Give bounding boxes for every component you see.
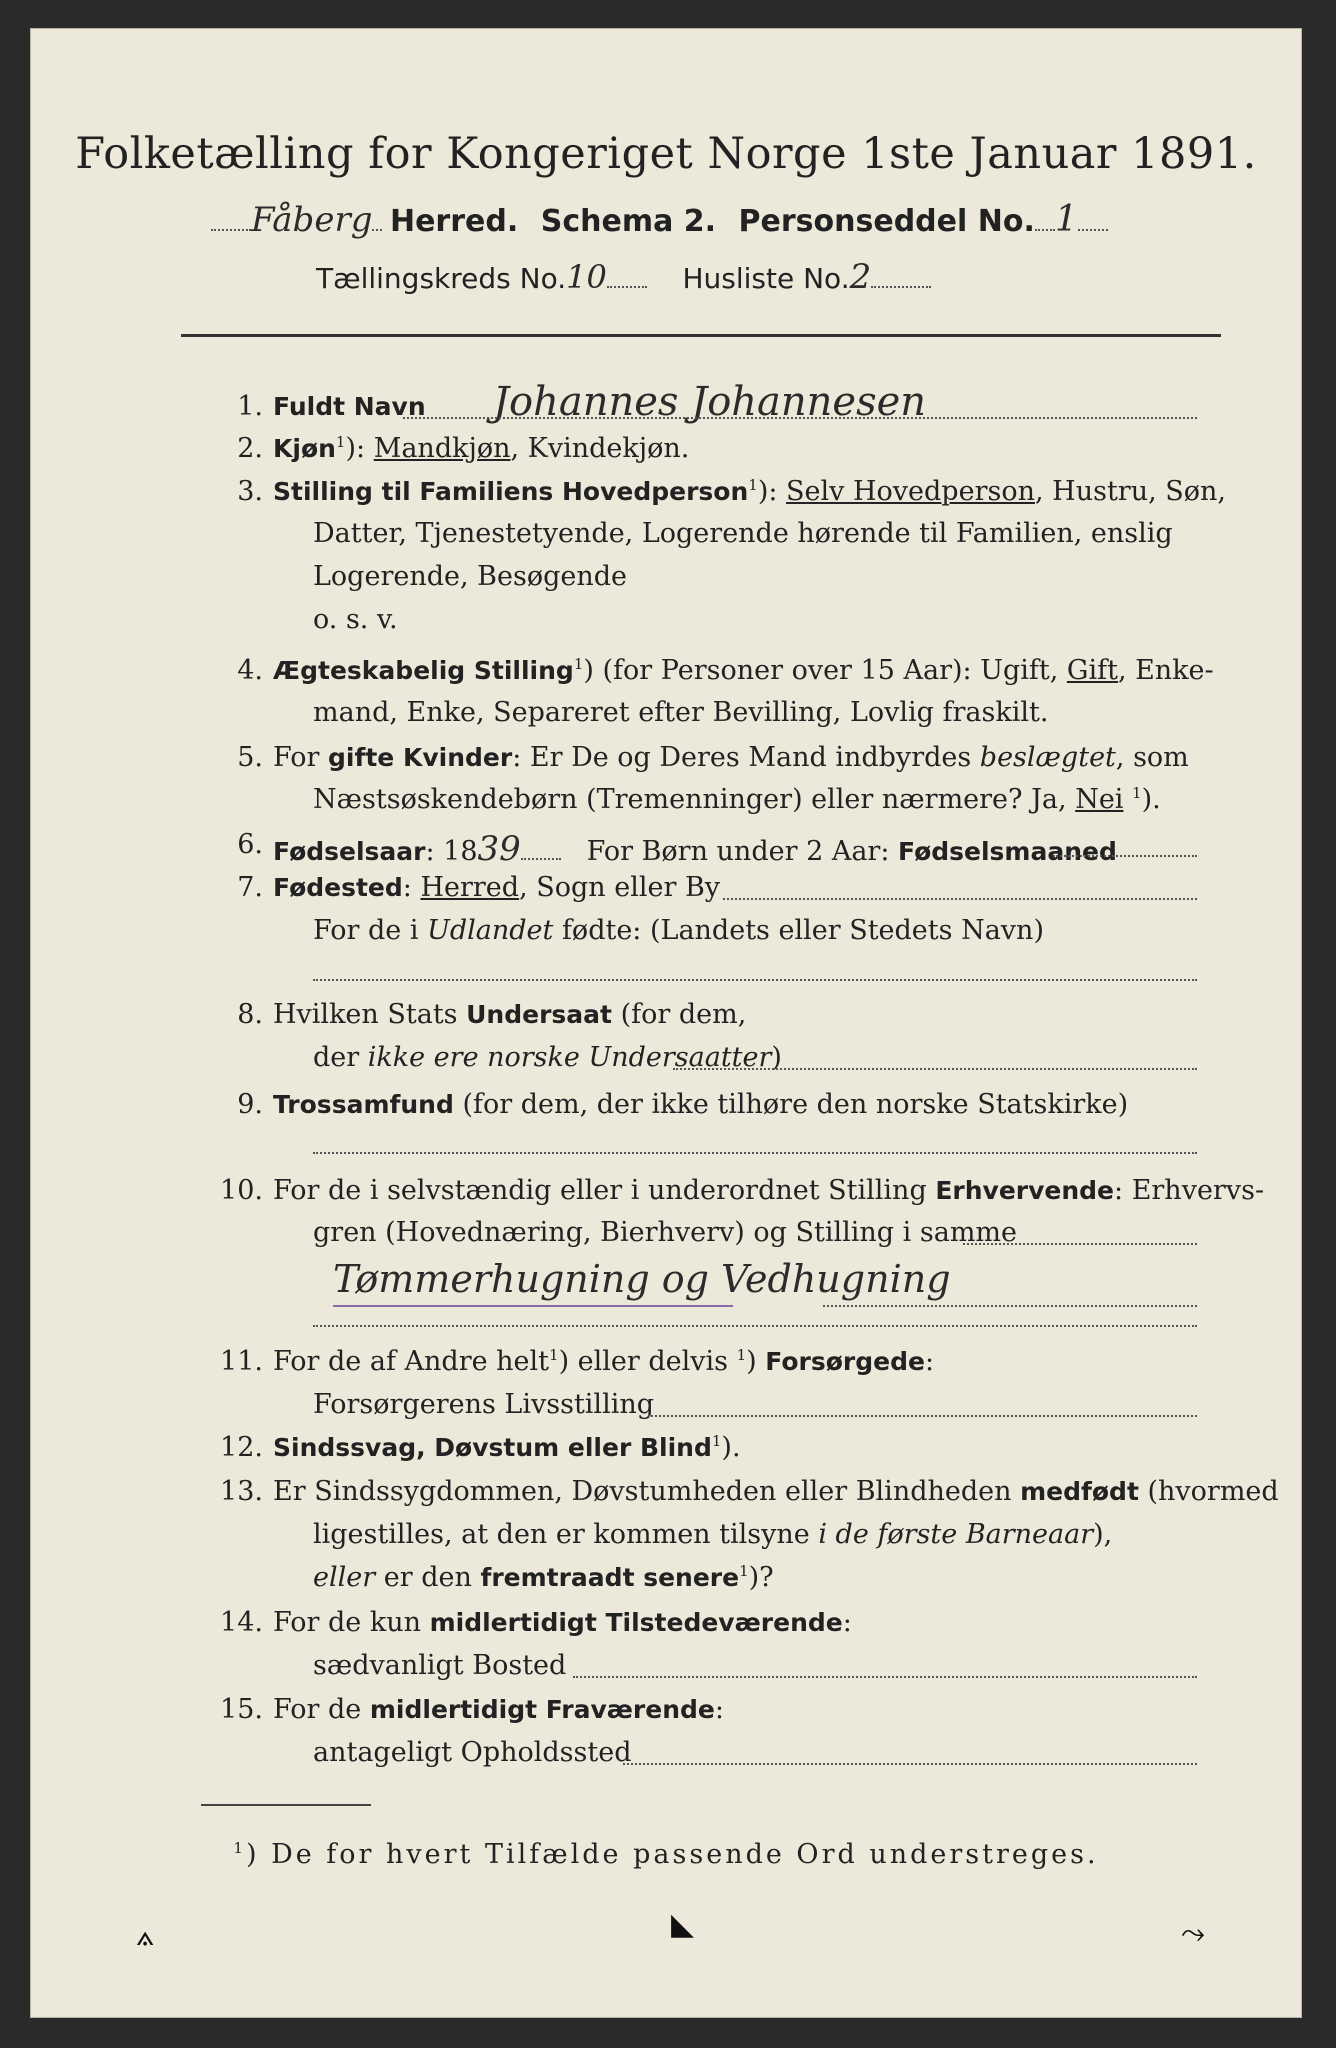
herred-value: Fåberg	[251, 200, 373, 240]
schema-label: Schema 2.	[540, 204, 717, 239]
personseddel-label: Personseddel No.	[738, 204, 1035, 239]
registration-mark-center: ◣	[671, 1908, 695, 1941]
form-title: Folketælling for Kongeriget Norge 1ste Januar 1891.	[75, 129, 1257, 179]
item-label: medfødt	[1020, 1477, 1139, 1506]
selected-option: Selv Hovedperson	[786, 476, 1035, 507]
item-label: Trossamfund	[273, 1090, 454, 1119]
kreds-label: Tællingskreds No.	[316, 262, 567, 295]
item-number: 1.	[237, 391, 263, 422]
selected-option: Mandkjøn	[373, 433, 511, 464]
item-label: Erhvervende	[935, 1176, 1115, 1205]
selected-option: Herred	[420, 872, 520, 903]
item-label: Stilling til Familiens Hovedperson	[273, 477, 749, 506]
kreds-value: 10	[566, 258, 607, 296]
husliste-label: Husliste No.	[682, 262, 850, 295]
personseddel-value: 1	[1054, 199, 1078, 240]
occupation-value: Tømmerhugning og Vedhugning	[333, 1257, 951, 1301]
item-label: midlertidigt Tilstedeværende	[429, 1608, 843, 1637]
birth-year-value: 39	[477, 829, 521, 869]
husliste-value: 2	[849, 257, 872, 297]
herred-label: Herred.	[389, 204, 519, 239]
item-label: Fuldt Navn	[273, 392, 426, 421]
item-label: Fødselsaar	[273, 837, 426, 866]
item-label: Undersaat	[466, 1000, 612, 1029]
footnote: $^1$) De for hvert Tilfælde passende Ord understreges.	[233, 1839, 1099, 1870]
census-form-sheet: Folketælling for Kongeriget Norge 1ste Januar 1891. Fåberg Herred. Schema 2. Personseddel No. 1 Tællingskreds No.10 Husliste No.2 1. Fuldt Navn Johannes Johannesen 2. Kjøn$^1$): Mandkjøn, Kvindekjøn. 3. Stilling til Familiens Hovedperson$^1$): Selv Hovedperson, Hustru, Søn, Datter, Tjenestetyende, Logerende hørende til Familien, enslig Logerende, Besøgende o. s. v. 4. Ægteskabelig Stilling$^1$) (for Personer over 15 Aar): Ugift, Gift, Enke- mand, Enke, Separeret efter Bevilling, Lovlig fraskilt. 5. For gifte Kvinder: Er De og Deres Mand indbyrdes beslægtet, som Næstsøskendebørn (Tremenninger) eller nærmere? Ja, Nei $^1$). 6. Fødselsaar: 1839 For Børn under 2 Aar: Fødselsmaaned 7. Fødested: Herred, Sogn eller By For de i Udlandet fødte: (Landets eller Stedets Navn) 8. Hvilken Stats Undersaat (for dem, der ikke ere norske Undersaatter) 9. Trossamfund (for dem, der ikke tilhøre den norske Statskirke) 10. For de i selvstændig eller i underordnet Stilling Erhvervende: Erhvervs- gren (Hovednæring, Bierhverv) og Stilling i samme Tømmerhugning og Vedhugning 11. For de af Andre helt$^1$) eller delvis $^1$) Forsørgede: Forsørgerens Livsstilling 12. Sindssvag, Døvstum eller Blind$^1$). 13. Er Sindssygdommen, Døvstumheden eller Blindheden medfødt (hvormed ligestilles, at den er kommen tilsyne i de første Barneaar), eller er den fremtraadt senere$^1$)? 14. For de kun midlertidigt Tilstedeværende: sædvanligt Bosted 15. For de midlertidigt Fraværende: antageligt Opholdssted $^1$) De for hvert Tilfælde passende Ord understreges. ⟑ ◣ ⤳	[30, 28, 1302, 2018]
selected-option: Gift	[1066, 655, 1118, 686]
name-value: Johannes Johannesen	[493, 379, 927, 425]
header-line-herred	[211, 199, 1108, 240]
header-rule	[181, 334, 1221, 337]
item-label: Kjøn	[273, 434, 336, 463]
header-line-kreds	[316, 257, 931, 297]
item-label: gifte Kvinder	[328, 743, 513, 772]
item-label: Ægteskabelig Stilling	[273, 656, 574, 685]
item-label: Forsørgede	[765, 1347, 925, 1376]
item-label: Fødested	[273, 873, 403, 902]
selected-option: Nei	[1075, 784, 1124, 815]
item-label: Sindssvag, Døvstum eller Blind	[273, 1433, 712, 1462]
item-label: midlertidigt Fraværende	[369, 1695, 715, 1724]
registration-mark-left: ⟑	[136, 1919, 155, 1952]
registration-mark-right: ⤳	[1181, 1917, 1205, 1950]
footnote-rule	[201, 1804, 371, 1806]
